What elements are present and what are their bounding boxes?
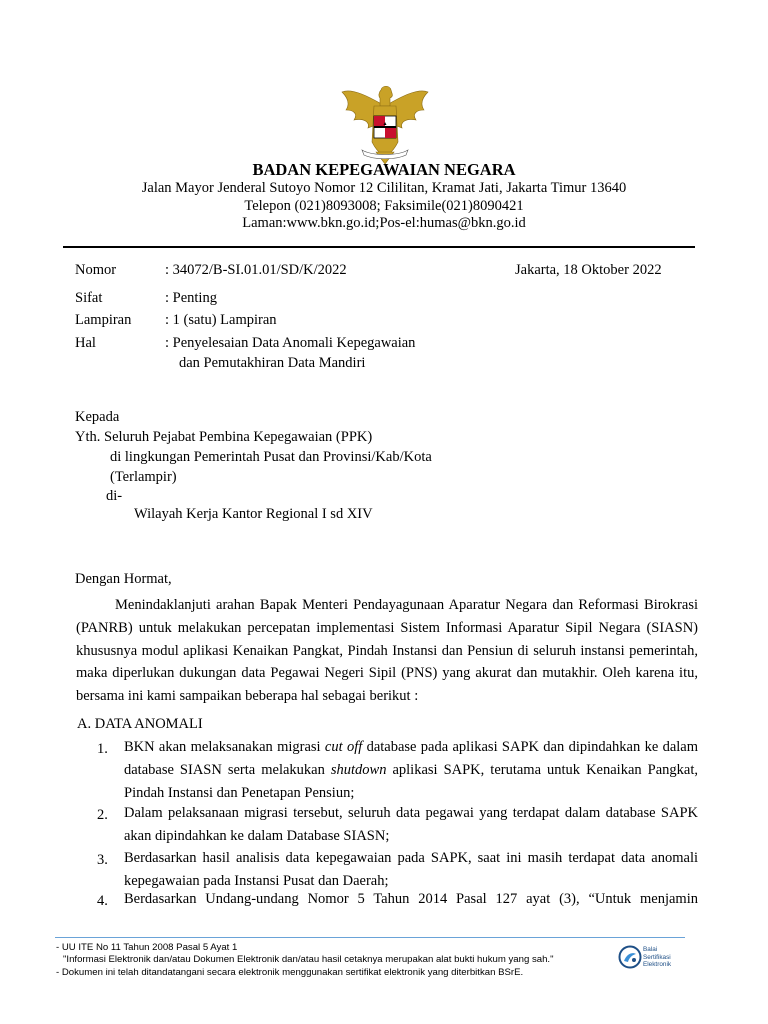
agency-address: Jalan Mayor Jenderal Sutoyo Nomor 12 Cililitan, Kramat Jati, Jakarta Timur 13640 (141, 180, 627, 196)
footer-divider (55, 937, 685, 938)
list-item-italic: shutdown (330, 761, 387, 778)
list-item (124, 736, 698, 804)
greeting: Dengan Hormat, (75, 571, 172, 587)
sifat-value: : Penting (165, 290, 217, 306)
sifat-label: Sifat (75, 290, 103, 306)
intro-paragraph: Menindaklanjuti arahan Bapak Menteri Pendayagunaan Aparatur Negara dan Reformasi Birokrasi (PANRB) untuk melakukan percepatan implementasi Sistem Informasi Aparatur Sipil Negara (SIASN) khususnya modul aplikasi Kenaikan Pangkat, Pindah Instansi dan Pensiun di seluruh instansi pemerintah, maka diperlukan dukungan data Pegawai Negeri Sipil (PNS) yang akurat dan mutakhir. Oleh karena itu, bersama ini kami sampaikan beberapa hal sebagai berikut : (76, 597, 698, 705)
list-item-italic: cut off (324, 739, 363, 755)
list-item-text: Berdasarkan hasil analisis data kepegawaian pada SAPK, saat ini masih terdapat data anomali kepegawaian pada Instansi Pusat dan Daerah; (124, 850, 698, 889)
list-item-number: 1. (97, 741, 108, 757)
header-divider (63, 246, 695, 248)
lampiran-value: : 1 (satu) Lampiran (165, 312, 277, 328)
list-item-text: database pada aplikasi SAPK dan dipindahkan ke dalam database SIASN serta melakukan (124, 739, 699, 778)
footer-signature-note: - Dokumen ini telah ditandatangani secara elektronik menggunakan sertifikat elektronik yang diterbitkan BSrE. (56, 967, 524, 978)
bsre-logo-icon (618, 944, 642, 970)
recipient-line2: di lingkungan Pemerintah Pusat dan Provinsi/Kab/Kota (110, 449, 432, 465)
list-item (124, 888, 698, 911)
list-item-number: 3. (97, 852, 108, 868)
footer-law-quote: "Informasi Elektronik dan/atau Dokumen Elektronik dan/atau hasil cetaknya merupakan alat bukti hukum yang sah." (63, 954, 554, 965)
recipient-wilayah: Wilayah Kerja Kantor Regional I sd XIV (134, 506, 373, 522)
place-date: Jakarta, 18 Oktober 2022 (515, 262, 662, 278)
list-item (124, 802, 698, 848)
footer-law-reference: - UU ITE No 11 Tahun 2008 Pasal 5 Ayat 1 (56, 942, 238, 953)
bsre-label (643, 946, 671, 969)
bsre-label-line2: Sertifikasi (643, 953, 671, 961)
agency-name: BADAN KEPEGAWAIAN NEGARA (252, 160, 516, 179)
list-item (124, 847, 698, 893)
recipient-yth: Yth. Seluruh Pejabat Pembina Kepegawaian (PPK) (75, 429, 373, 445)
list-item-text: aplikasi SAPK, terutama untuk Kenaikan Pangkat, Pindah Instansi dan Penetapan Pensiun; (124, 761, 698, 801)
list-item-text: BKN akan melaksanakan migrasi (124, 739, 325, 755)
recipient-di: di- (106, 488, 123, 504)
section-a-heading: A. DATA ANOMALI (77, 716, 203, 732)
kepada-label: Kepada (75, 409, 120, 425)
recipient-line3: (Terlampir) (110, 469, 177, 485)
agency-phone: Telepon (021)8093008; Faksimile(021)8090421 (244, 198, 524, 214)
bsre-label-line1: Balai (643, 946, 658, 953)
bsre-label-line3: Elektronik (643, 961, 672, 968)
list-item-text: Berdasarkan Undang-undang Nomor 5 Tahun 2014 Pasal 127 ayat (3), “Untuk menjamin (124, 891, 698, 907)
nomor-value: : 34072/B-SI.01.01/SD/K/2022 (165, 262, 347, 278)
list-item-number: 2. (97, 807, 108, 823)
list-item-number: 4. (97, 893, 108, 909)
agency-web: Laman:www.bkn.go.id;Pos-el:humas@bkn.go.id (242, 215, 526, 231)
list-item-text: Dalam pelaksanaan migrasi tersebut, seluruh data pegawai yang terdapat dalam database SAPK akan dipindahkan ke dalam Database SIASN; (124, 805, 698, 844)
lampiran-label: Lampiran (75, 312, 132, 328)
garuda-emblem-icon (338, 84, 432, 166)
nomor-label: Nomor (75, 262, 117, 278)
hal-label: Hal (75, 335, 96, 351)
hal-value-line1: : Penyelesaian Data Anomali Kepegawaian (165, 335, 416, 351)
hal-value-line2: dan Pemutakhiran Data Mandiri (179, 355, 366, 371)
